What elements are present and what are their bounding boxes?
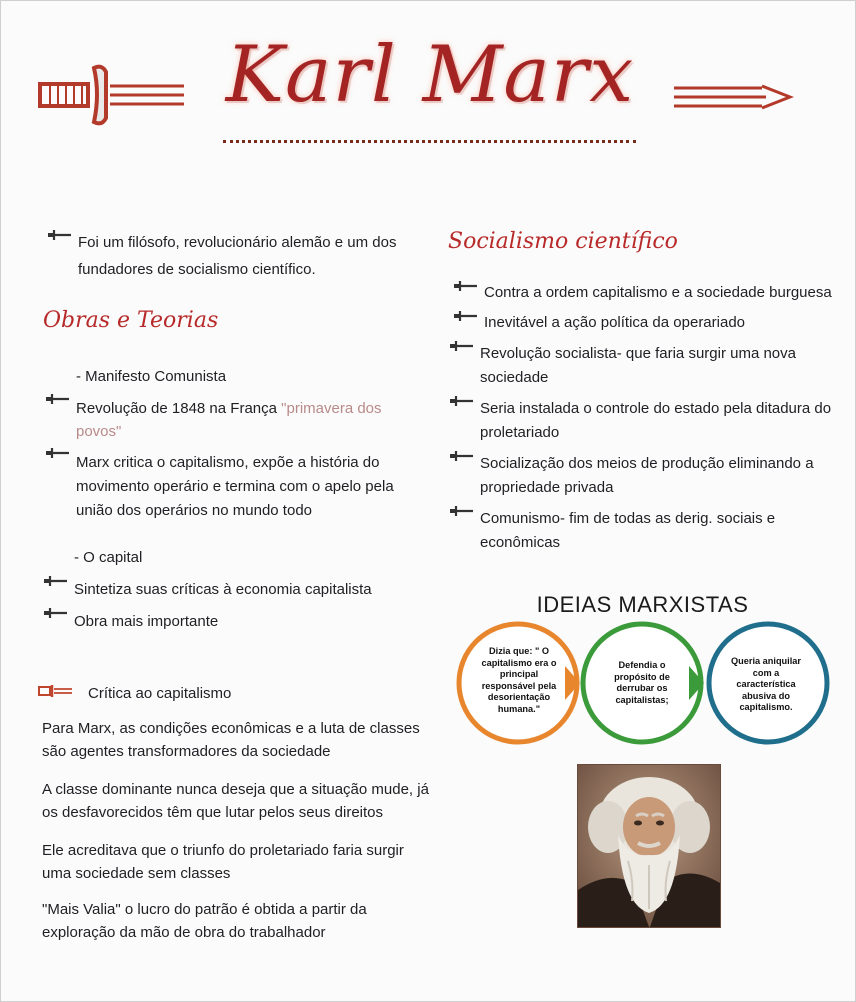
ideias-text-2-line: Defendia o: [618, 660, 666, 670]
socialismo-item-3-line-1: Revolução socialista- que faria surgir uma nova: [480, 345, 796, 362]
revolucao-quote-end: povos": [76, 423, 122, 440]
revolucao-line: [76, 396, 382, 421]
sword-bullet-icon: [42, 607, 68, 619]
critica-p1-line-1: Para Marx, as condições econômicas e a luta de classes: [42, 720, 420, 737]
ideias-text-3-line: característica: [736, 679, 796, 689]
socialismo-item-6-line-2: econômicas: [480, 534, 561, 551]
ideias-text-3-line: capitalismo.: [739, 702, 793, 712]
ideias-text-2-line: capitalistas;: [615, 694, 669, 705]
critica-heading: Crítica ao capitalismo: [88, 685, 232, 702]
ideias-text-1-line: desorientação: [487, 692, 551, 702]
socialismo-item-4-line-1: Seria instalada o controle do estado pela ditadura do: [480, 400, 832, 417]
critica-p2-line-1: A classe dominante nunca deseja que a situação mude, já: [42, 781, 429, 798]
sintetiza-item: Sintetiza suas críticas à economia capitalista: [74, 581, 372, 598]
sword-bullet-icon: [448, 450, 474, 462]
ideias-text-2-line: propósito de: [614, 671, 670, 682]
socialismo-item-1: Contra a ordem capitalismo e a sociedade burguesa: [484, 284, 832, 301]
ideias-text-3-line: Queria aniquilar: [731, 656, 801, 666]
ideias-text-1-line: responsável pela: [481, 680, 557, 691]
socialismo-item-2: Inevitável a ação política da operariado: [484, 314, 746, 331]
socialismo-item-4-line-2: proletariado: [480, 424, 560, 441]
critica-p4-line-1: "Mais Valia" o lucro do patrão é obtida a partir da: [42, 901, 367, 918]
page-title: Karl Marx: [225, 30, 635, 120]
ideias-text-2: [598, 660, 686, 706]
socialismo-item-3-line-2: sociedade: [480, 369, 549, 386]
intro-line-2: fundadores de socialismo científico.: [78, 261, 316, 278]
socialismo-item-5-line-1: Socialização dos meios de produção eliminando a: [480, 455, 814, 472]
sword-bullet-icon: [448, 505, 474, 517]
critica-p3-line-2: uma sociedade sem classes: [42, 865, 231, 882]
critica-p3-line-1: Ele acreditava que o triunfo do proletariado faria surgir: [42, 842, 404, 859]
sword-bullet-icon: [448, 395, 474, 407]
ideias-text-3: [723, 656, 809, 714]
obra-importante-item: Obra mais importante: [74, 613, 219, 630]
ideias-text-1: [472, 646, 566, 715]
title-underline: [223, 140, 636, 143]
ideias-text-1-line: Dizia que: " O: [489, 646, 549, 656]
marx-critica-line-3: união dos operários no mundo todo: [76, 502, 313, 519]
ideias-text-2-line: derrubar os: [616, 683, 668, 693]
revolucao-text: Revolução de 1848 na França: [76, 400, 277, 417]
ideias-title: IDEIAS MARXISTAS: [536, 592, 749, 617]
socialismo-heading: Socialismo científico: [448, 229, 678, 254]
ideias-text-3-line: abusiva do: [742, 690, 790, 701]
sword-left-icon: [38, 62, 188, 133]
sword-small-icon: [38, 684, 74, 698]
critica-p1-line-2: são agentes transformadores da sociedade: [42, 743, 331, 760]
sword-bullet-icon: [42, 575, 68, 587]
ideias-text-1-line: humana.": [497, 703, 541, 714]
sword-bullet-icon: [46, 229, 72, 241]
socialismo-item-6-line-1: Comunismo- fim de todas as derig. sociais e: [480, 510, 776, 527]
sword-bullet-icon: [452, 310, 478, 322]
sword-bullet-icon: [44, 393, 70, 405]
ideias-text-1-line: principal: [499, 669, 539, 679]
ideias-text-3-line: com a: [752, 667, 780, 678]
intro-line-1: Foi um filósofo, revolucionário alemão e um dos: [78, 234, 397, 251]
manifesto-item: - Manifesto Comunista: [76, 368, 227, 385]
capital-item: - O capital: [74, 549, 143, 566]
obras-heading: Obras e Teorias: [43, 308, 219, 333]
marx-critica-line-1: Marx critica o capitalismo, expõe a história do: [76, 454, 380, 471]
sword-bullet-icon: [448, 340, 474, 352]
critica-p4-line-2: exploração da mão de obra do trabalhador: [42, 924, 326, 941]
sword-bullet-icon: [452, 280, 478, 292]
ideias-text-1-line: capitalismo era o: [481, 657, 557, 668]
marx-portrait-image: [577, 764, 721, 928]
sword-bullet-icon: [44, 447, 70, 459]
marx-critica-line-2: movimento operário e termina com o apelo pela: [76, 478, 394, 495]
critica-p2-line-2: os desfavorecidos têm que lutar pelos seus direitos: [42, 804, 384, 821]
socialismo-item-5-line-2: propriedade privada: [480, 479, 614, 496]
sword-right-icon: [672, 80, 794, 119]
revolucao-quote: "primavera dos: [281, 400, 382, 417]
